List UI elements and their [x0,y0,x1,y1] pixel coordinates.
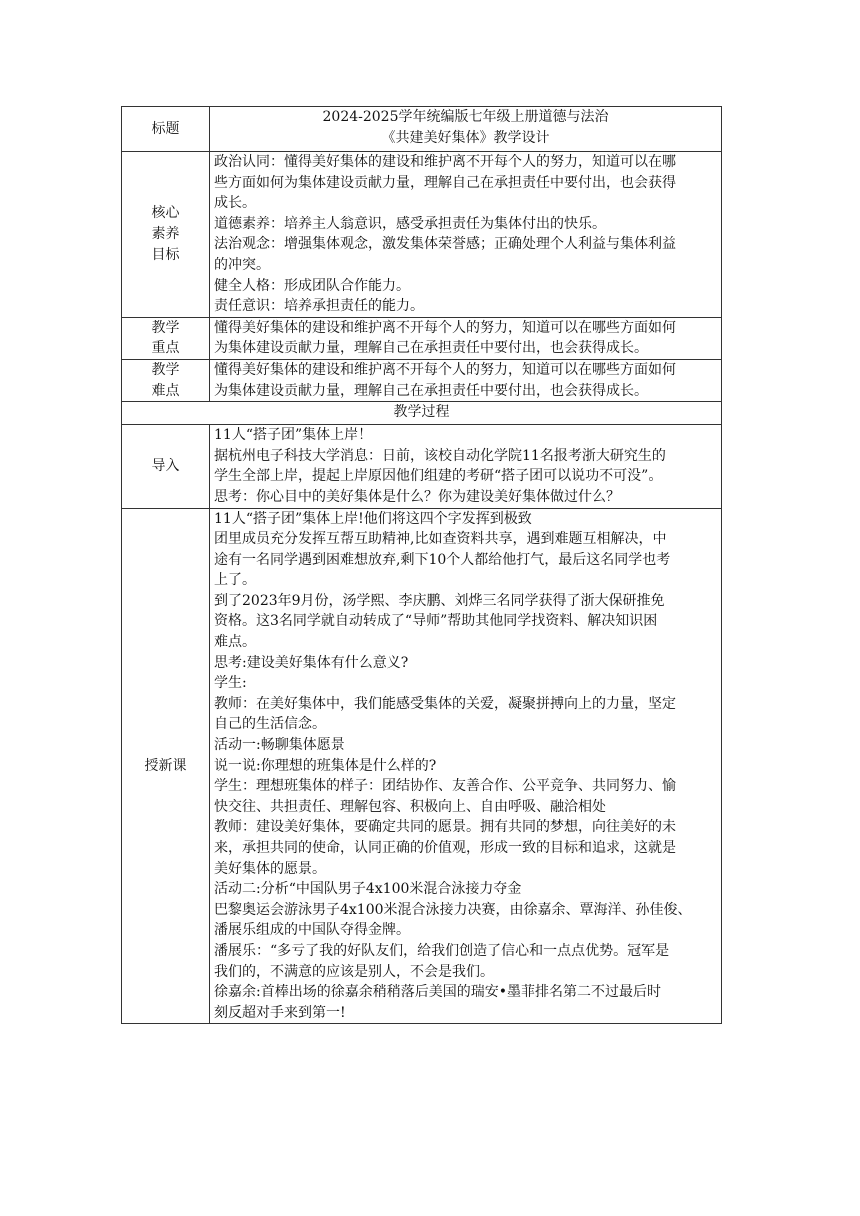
content-line: 刻反超对手来到第一! [214,1004,346,1021]
content-line: 健全人格：形成团队合作能力。 [214,277,410,294]
content-line: 为集体建设贡献力量，理解自己在承担责任中要付出，也会获得成长。 [214,340,648,357]
content-line: 美好集体的愿景。 [214,860,326,877]
content-line: 说一说:你理想的班集体是什么样的? [214,757,437,774]
difficult-points-label [122,359,210,401]
content-line: 来，承担共同的使命，认同正确的价值观，形成一致的目标和追求，这就是 [214,840,676,856]
difficult-points-row [122,359,722,401]
content-line: 的冲突。 [214,256,270,273]
label-line: 重点 [151,340,180,357]
title-row [122,107,722,152]
content-line: 政治认同：懂得美好集体的建设和维护离不开每个人的努力，知道可以在哪 [214,154,676,170]
label-line: 难点 [151,382,180,399]
label-line: 目标 [151,246,180,263]
content-line: 懂得美好集体的建设和维护离不开每个人的努力，知道可以在哪些方面如何 [214,361,676,378]
content-line: 些方面如何为集体建设贡献力量，理解自己在承担责任中要付出，也会获得 [214,174,676,191]
content-line: 潘展乐组成的中国队夺得金牌。 [214,922,410,939]
intro-label: 导入 [122,425,210,508]
content-line: 法治观念：增强集体观念，激发集体荣誉感；正确处理个人利益与集体利益 [214,236,676,253]
core-literacy-content [210,152,722,318]
core-literacy-row [122,152,722,318]
difficult-points-content [210,359,722,401]
title-label: 标题 [122,107,210,152]
content-line: 活动二:分析“中国队男子4x100米混合泳接力夺金 [214,881,522,898]
process-header-row [122,402,722,425]
content-line: 为集体建设贡献力量，理解自己在承担责任中要付出，也会获得成长。 [214,382,648,399]
content-line: 我们的，不满意的应该是别人，不会是我们。 [214,963,494,980]
intro-content [210,425,722,508]
content-line: 思考:建设美好集体有什么意义? [214,654,409,671]
key-points-label [122,317,210,359]
content-line: 11人“搭子团”集体上岸!他们将这四个字发挥到极致 [214,510,532,527]
core-literacy-label [122,152,210,318]
content-line: 教师：建设美好集体，要确定共同的愿景。拥有共同的梦想，向往美好的未 [214,819,676,836]
new-lesson-row [122,508,722,1024]
content-line: 自己的生活信念。 [214,716,326,733]
content-line: 难点。 [214,634,256,651]
key-points-row [122,317,722,359]
title-line-1: 2024-2025学年统编版七年级上册道德与法治 [322,109,609,125]
content-line: 徐嘉余:首棒出场的徐嘉余稍稍落后美国的瑞安•墨菲排名第二不过最后时 [214,984,661,1001]
content-line: 途有一名同学遇到困难想放弃,剩下10个人都给他打气，最后这名同学也考 [214,551,671,568]
content-line: 团里成员充分发挥互帮互助精神,比如查资料共享，遇到难题互相解决，中 [214,531,667,548]
new-lesson-content [210,508,722,1024]
new-lesson-label: 授新课 [122,508,210,1024]
title-cell [210,107,722,152]
content-line: 懂得美好集体的建设和维护离不开每个人的努力，知道可以在哪些方面如何 [214,319,676,336]
process-header: 教学过程 [122,402,722,425]
content-line: 巴黎奥运会游泳男子4x100米混合泳接力决赛，由徐嘉余、覃海洋、孙佳俊、 [214,901,692,918]
content-line: 活动一:畅聊集体愿景 [214,737,345,754]
content-line: 教师：在美好集体中，我们能感受集体的关爱，凝聚拼搏向上的力量，坚定 [214,695,676,712]
title-line-2: 《共建美好集体》教学设计 [381,129,550,146]
lesson-plan-table [121,106,722,1024]
content-line: 到了2023年9月份，汤学熙、李庆鹏、刘烨三名同学获得了浙大保研推免 [214,592,665,609]
content-line: 资格。这3名同学就自动转成了“导师”帮助其他同学找资料、解决知识困 [214,613,658,630]
content-line: 快交往、共担责任、理解包容、积极向上、自由呼吸、融洽相处 [214,798,606,815]
label-line: 素养 [151,226,180,243]
label-line: 教学 [151,319,180,336]
content-line: 成长。 [214,195,256,212]
content-line: 据杭州电子科技大学消息：日前，该校自动化学院11名报考浙大研究生的 [214,447,666,464]
content-line: 潘展乐：“多亏了我的好队友们，给我们创造了信心和一点点优势。冠军是 [214,942,670,959]
label-line: 教学 [151,361,180,378]
key-points-content [210,317,722,359]
content-line: 学生: [214,675,247,692]
content-line: 道德素养：培养主人翁意识，感受承担责任为集体付出的快乐。 [214,215,606,232]
content-line: 上了。 [214,572,256,589]
content-line: 学生：理想班集体的样子：团结协作、友善合作、公平竞争、共同努力、愉 [214,778,676,795]
content-line: 思考：你心目中的美好集体是什么？你为建设美好集体做过什么？ [214,488,620,505]
intro-row [122,425,722,508]
content-line: 11人“搭子团”集体上岸！ [214,427,373,444]
label-line: 核心 [151,205,180,222]
content-line: 学生全部上岸，提起上岸原因他们组建的考研“搭子团可以说功不可没”。 [214,468,663,485]
content-line: 责任意识：培养承担责任的能力。 [214,298,424,315]
